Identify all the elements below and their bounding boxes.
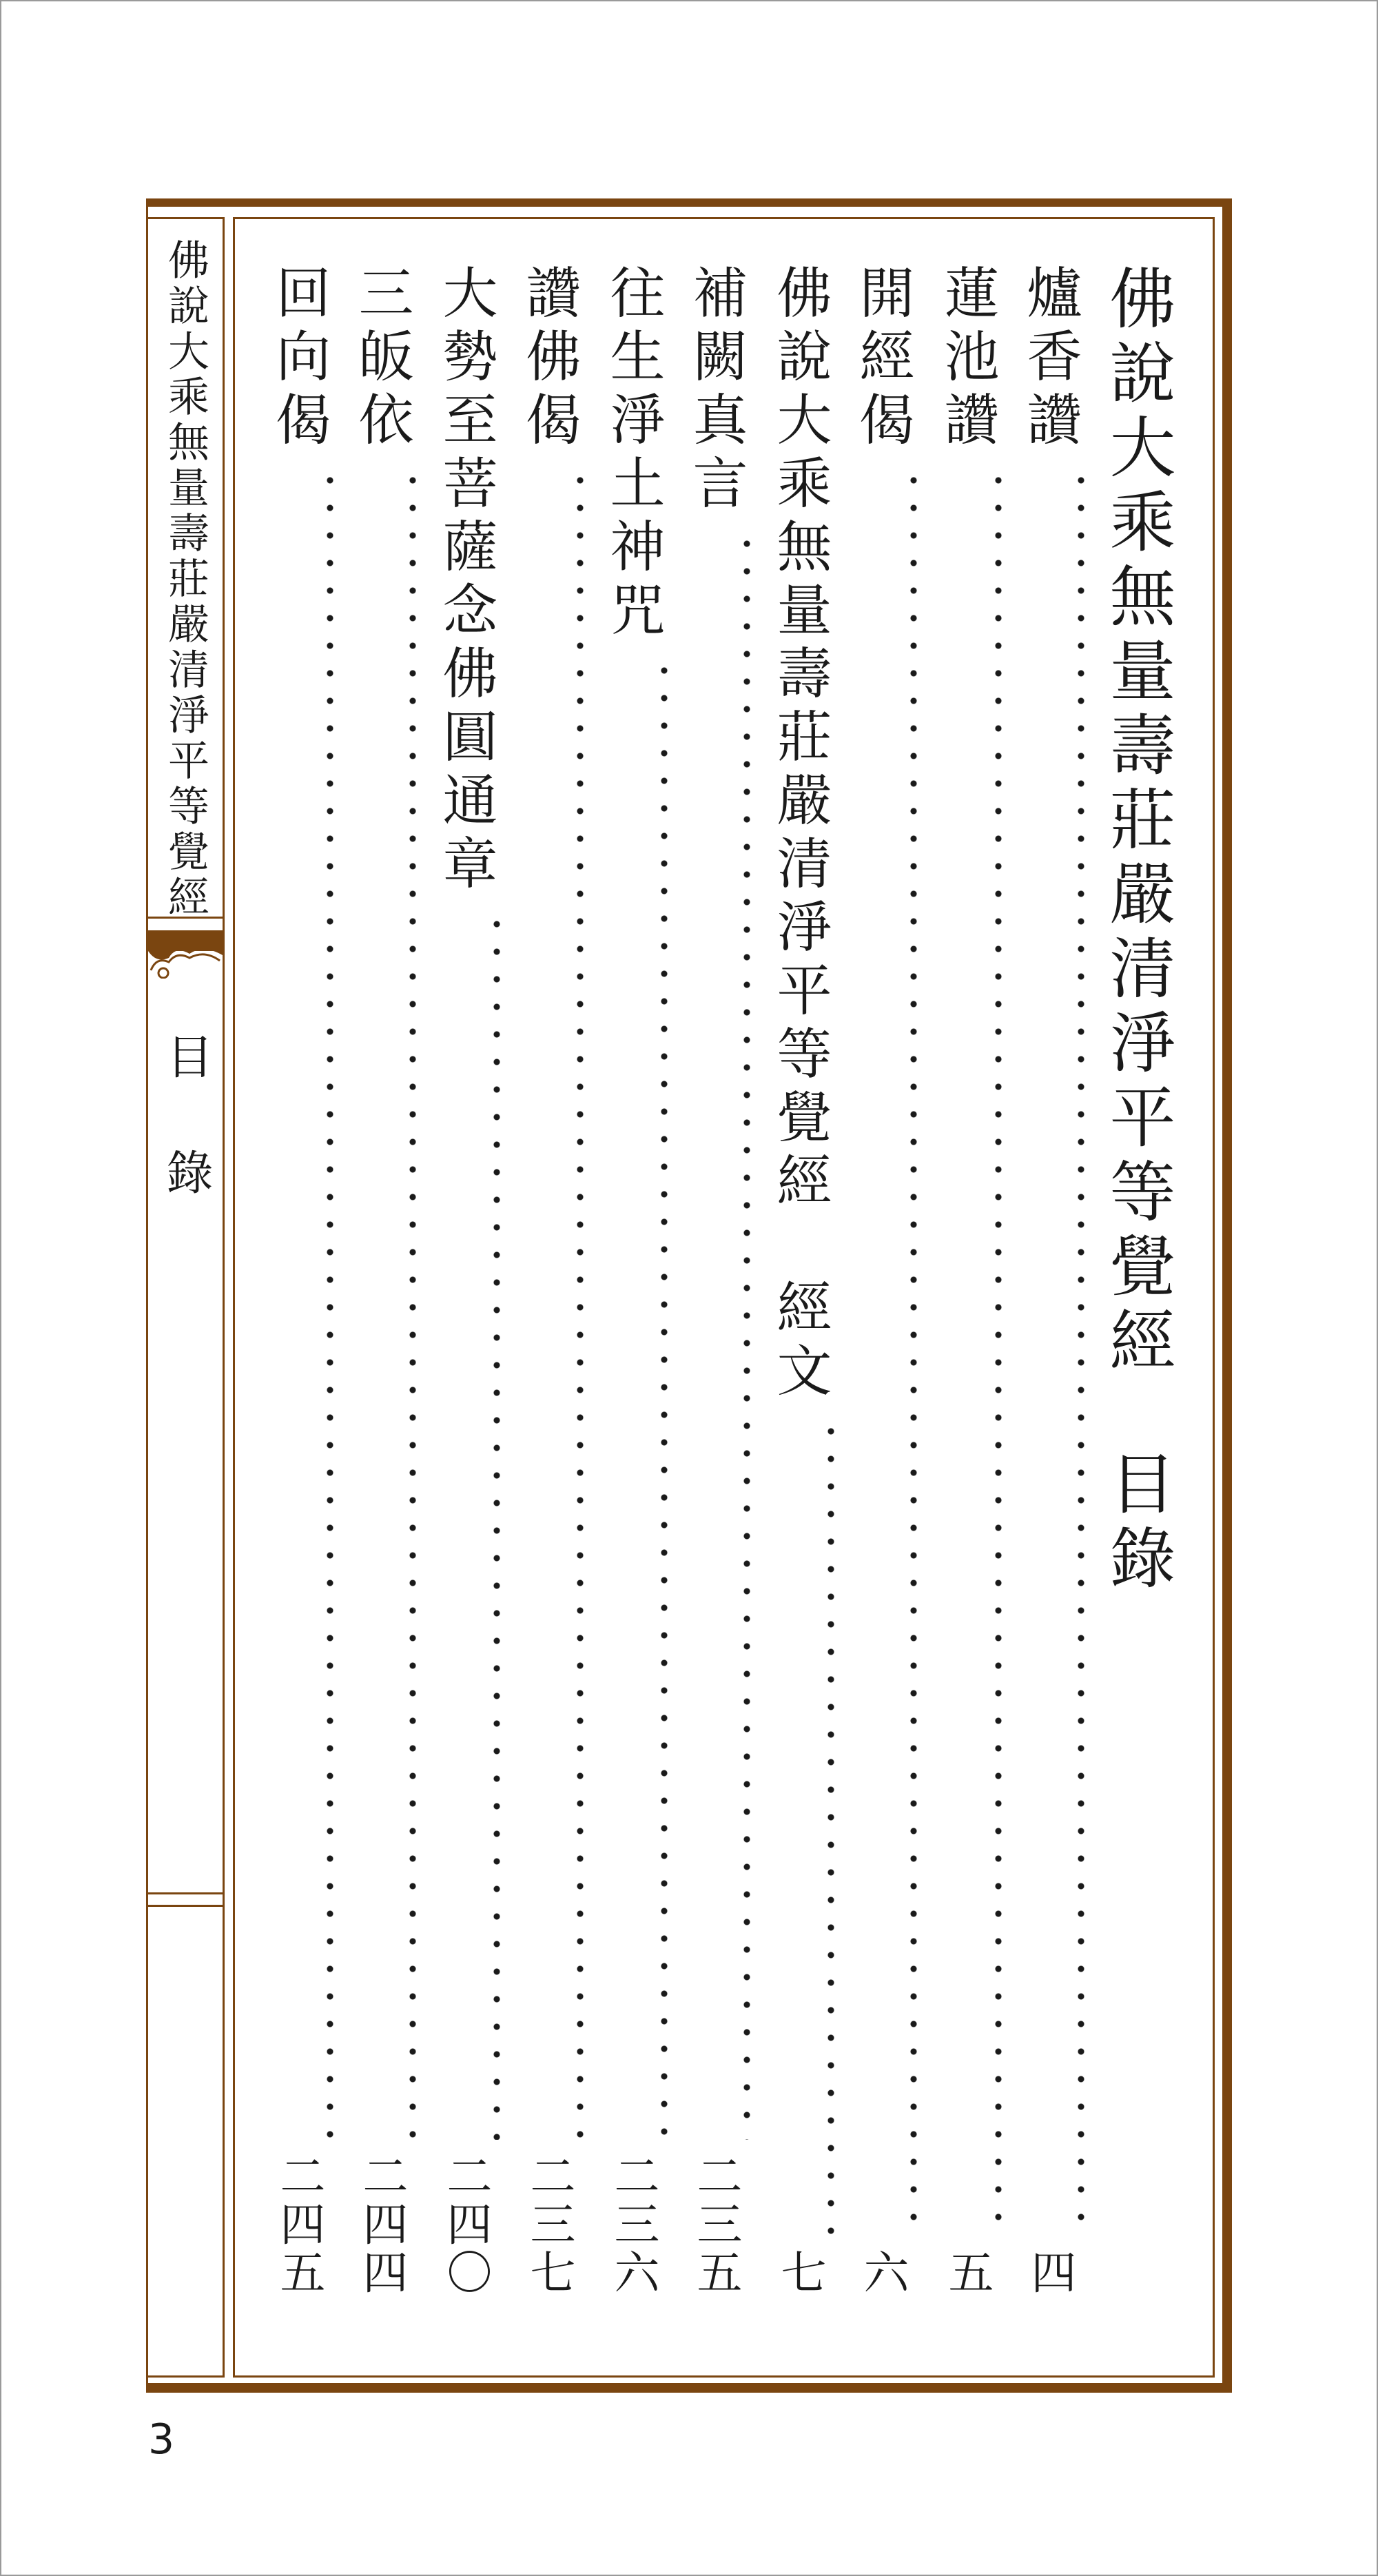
toc-entry-page: 五 <box>940 2249 994 2297</box>
toc-entry[interactable] <box>593 264 672 2297</box>
toc-entry-page: 二三七 <box>522 2152 575 2297</box>
toc-entry[interactable] <box>843 264 922 2297</box>
toc-entry-page: 六 <box>856 2249 909 2297</box>
toc-entry-page: 二四五 <box>272 2152 325 2297</box>
leader-dots <box>404 467 421 2140</box>
toc-heading-suffix: 目錄 <box>1099 1449 1176 1598</box>
toc-entry-label: 讚佛偈 <box>517 264 581 454</box>
toc-entry-page: 二四四 <box>355 2152 408 2297</box>
leader-dots <box>322 467 338 2140</box>
leader-dots <box>656 657 672 2140</box>
toc-entry-label: 三皈依 <box>349 264 413 454</box>
toc-entry-page: 二三五 <box>689 2152 742 2297</box>
toc-entry[interactable] <box>342 264 421 2297</box>
leader-dots <box>905 467 922 2236</box>
leader-dots <box>823 1418 839 2236</box>
toc-entry-label: 爐香讚 <box>1018 264 1082 454</box>
toc-entry-label: 佛說大乘無量壽莊嚴清淨平等覺經 經文 <box>768 264 832 1405</box>
toc-entry[interactable] <box>426 264 505 2297</box>
toc-entry-label: 大勢至菩薩念佛圓通章 <box>433 264 497 898</box>
toc-entry[interactable] <box>676 264 755 2297</box>
toc-entry-label: 往生淨土神咒 <box>601 264 665 644</box>
toc-entry-page: 四 <box>1023 2249 1076 2297</box>
leader-dots <box>572 467 588 2140</box>
cloud-ornament-icon <box>148 930 223 979</box>
spine-divider <box>148 1892 223 1894</box>
leader-dots <box>489 910 505 2140</box>
toc-entry[interactable] <box>509 264 588 2297</box>
leader-dots <box>990 467 1007 2236</box>
toc-heading-title: 佛說大乘無量壽莊嚴清淨平等覺經 <box>1099 264 1176 1380</box>
toc-entry-label: 開經偈 <box>850 264 914 454</box>
toc-entry-page: 二三六 <box>606 2152 659 2297</box>
page-number: 3 <box>148 2415 175 2464</box>
toc-entry[interactable] <box>259 264 338 2297</box>
toc-entry[interactable] <box>1010 264 1089 2297</box>
toc-entry[interactable] <box>760 264 839 2297</box>
toc-panel <box>233 217 1215 2378</box>
spine-divider <box>148 1905 223 1907</box>
toc-entry-page: 七 <box>773 2249 826 2297</box>
toc-entry-label: 回向偈 <box>267 264 331 454</box>
toc-entry-label: 蓮池讚 <box>935 264 999 454</box>
leader-dots <box>1073 467 1089 2236</box>
toc-heading <box>1100 264 1175 1849</box>
spine-book-title: 佛說大乘無量壽莊嚴清淨平等覺經 <box>161 238 209 921</box>
toc-entry-label: 補闕真言 <box>683 264 748 518</box>
spine-section-label: 目錄 <box>158 1032 213 1264</box>
spine-divider <box>148 917 223 919</box>
toc-entry-page: 二四〇 <box>439 2152 492 2297</box>
spine <box>146 217 225 2378</box>
leader-dots <box>739 530 755 2140</box>
toc-entry[interactable] <box>927 264 1007 2297</box>
